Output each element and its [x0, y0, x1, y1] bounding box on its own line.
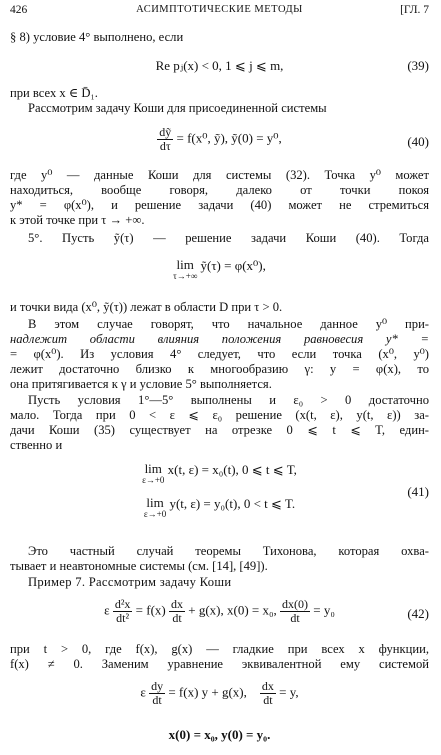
text-line: ственно и	[10, 438, 63, 452]
equation-body: ε $\frac{dy}{dt}$ = f(x) y + g(x), $\frac{dx}{dt}$ = y,	[140, 679, 299, 707]
equation-41	[10, 462, 429, 532]
text-line: где y⁰ — данные Коши для системы (32). Точка y⁰ может	[10, 168, 429, 182]
equation-number: (39)	[407, 58, 429, 73]
text-line: В этом случае говорят, что начальное данное y⁰ при-	[28, 317, 429, 331]
text-line: y* = φ(x⁰), и решение задачи (40) может не стремиться	[10, 198, 429, 212]
fraction: $\frac{\text{dỹ}}{d\tau}$	[159, 125, 172, 153]
equation-system	[10, 680, 429, 714]
equation-body: lim τ→+∞ ỹ(τ) = φ(x⁰),	[173, 257, 266, 281]
text-line: Рассмотрим задачу Коши для присоединенной системы	[28, 101, 327, 115]
equation-41-line-2: lim ε→+0 y(t, ε) = y₀(t), 0 < t ⩽ T.	[143, 495, 296, 519]
equation-body: Re pⱼ(x) < 0, 1 ⩽ j ⩽ m,	[155, 58, 284, 73]
equation-41-line-1: lim ε→+0 x(t, ε) = x₀(t), 0 ⩽ t ⩽ T,	[142, 461, 297, 485]
text-line: Это частный случай теоремы Тихонова, которая охва-	[28, 544, 429, 558]
equation-42	[10, 598, 429, 632]
text-line: надлежит области влияния положения равновесия y* =	[10, 332, 429, 346]
text-line: находиться, вообще говоря, далеко от точки покоя	[10, 183, 429, 197]
text-line: § 8) условие 4° выполнено, если	[10, 30, 184, 44]
text-line: мало. Тогда при 0 < ε ⩽ ε₀ решение (x(t, ε), y(t, ε)) за-	[10, 408, 429, 422]
text-line: тывает и неавтономные системы (см. [14], [49]).	[10, 559, 268, 573]
chapter-label: [ГЛ. 7	[400, 4, 429, 16]
running-title: АСИМПТОТИЧЕСКИЕ МЕТОДЫ	[136, 4, 303, 15]
text-line: и точки вида (x⁰, ỹ(τ)) лежат в области D при τ > 0.	[10, 300, 283, 314]
text-line: Пусть условия 1°—5° выполнены и ε₀ > 0 достаточно	[28, 393, 429, 407]
text-line: 5°. Пусть ỹ(τ) — решение задачи Коши (40). Тогда	[28, 231, 429, 245]
equation-body: x(0) = x₀, y(0) = y₀.	[168, 727, 271, 742]
equation-number: (40)	[407, 134, 429, 149]
text-line: дачи Коши (35) существует на отрезке 0 ⩽ t ⩽ T, един-	[10, 423, 429, 437]
text-line: лежит достаточно близко к многообразию γ: y = φ(x), то	[10, 362, 429, 376]
running-header	[10, 4, 429, 22]
example-heading: Пример 7. Рассмотрим задачу Коши	[28, 575, 232, 589]
equation-40	[10, 126, 429, 158]
equation-limit	[10, 258, 429, 292]
equation-body: ε $\frac{\text{d²x}}{\text{dt²}}$ = f(x) $\frac{dx}{dt}$ + g(x), x(0) = x₀, $\frac{dx(0)}{dt}$ = y₀	[104, 597, 335, 625]
equation-number: (42)	[407, 606, 429, 621]
equation-body: $\frac{\text{dỹ}}{d\tau}$ = f(x⁰, ỹ), ỹ(0) = y⁰,	[159, 125, 282, 153]
text-line: к этой точке при τ → +∞.	[10, 213, 145, 227]
equation-number: (41)	[407, 484, 429, 499]
text-line: = φ(x⁰). Из условия 4° следует, что если точка (x⁰, y⁰)	[10, 347, 429, 361]
text-line: при всех x ∈ D̄₁.	[10, 86, 98, 100]
page-number: 426	[10, 4, 28, 16]
text-line: f(x) ≠ 0. Заменим уравнение эквивалентной ему системой	[10, 657, 429, 671]
text-line: при t > 0, где f(x), g(x) — гладкие при всех x функции,	[10, 642, 429, 656]
text-line: она притягивается к γ и условие 5° выполняется.	[10, 377, 272, 391]
